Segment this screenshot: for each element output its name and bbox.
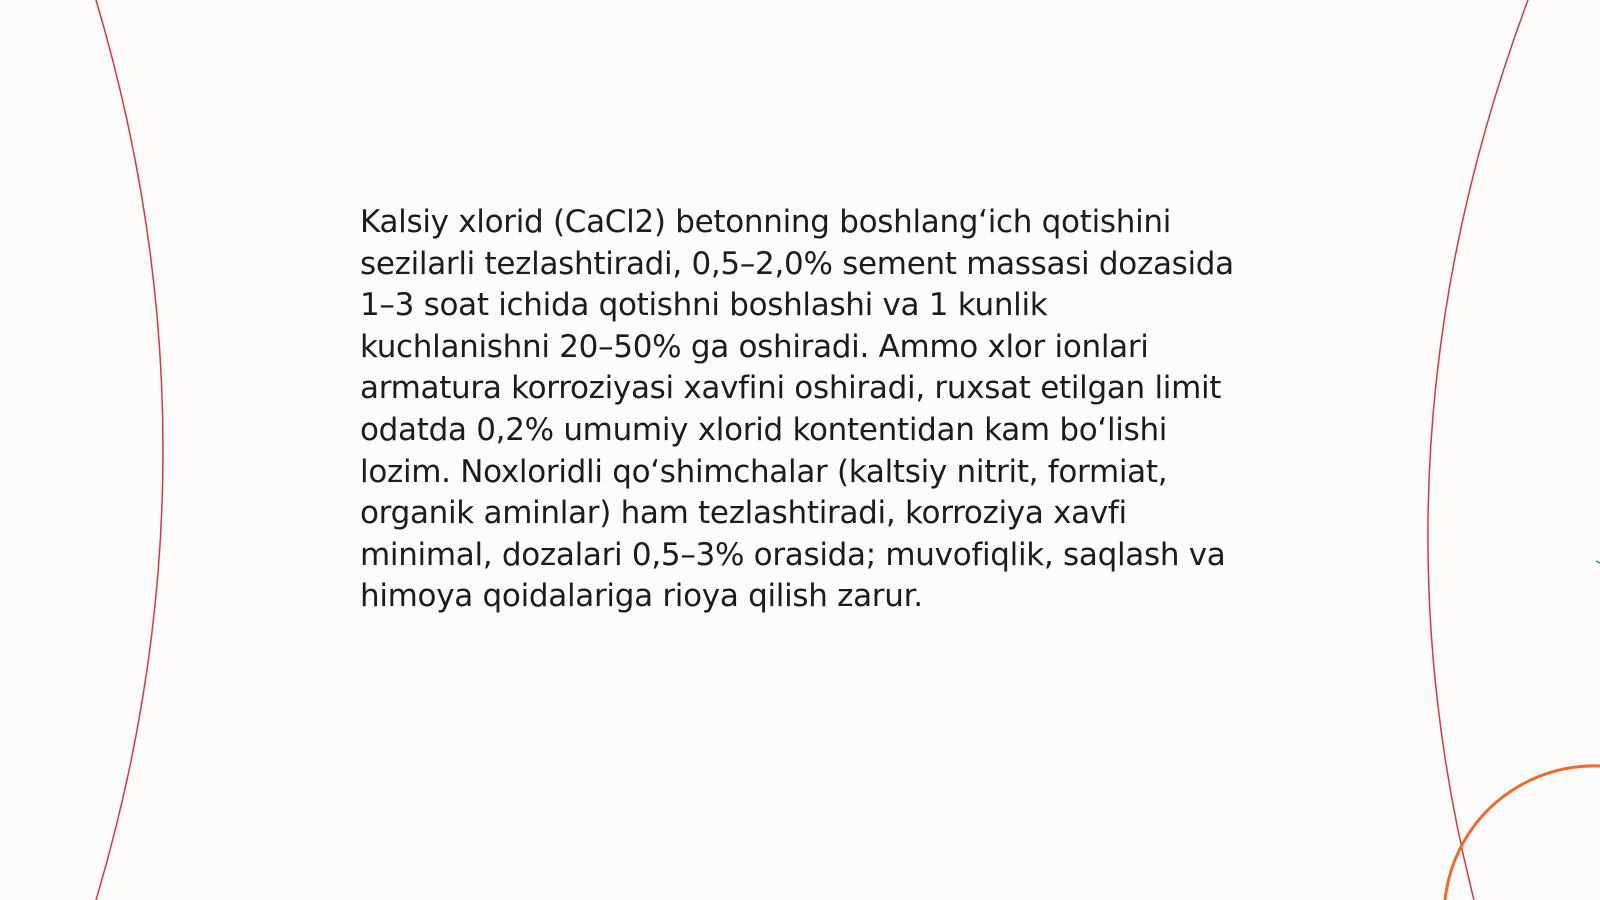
orange-circle-arc bbox=[1445, 766, 1600, 900]
left-arc bbox=[96, 0, 163, 900]
edge-tick bbox=[1596, 561, 1600, 563]
body-paragraph: Kalsiy xlorid (CaCl2) betonning boshlang‘ich qotishini sezilarli tezlashtiradi, 0,5–2,0% sement massasi dozasida 1–3 soat ichida qotishni boshlashi va 1 kunlik kuchlanishni 20–50% ga oshiradi. Ammo xlor ionlari armatura korroziyasi xavfini oshiradi, ruxsat etilgan limit odatda 0,2% umumiy xlorid kontentidan kam bo‘lishi lozim. Noxloridli qo‘shimchalar (kaltsiy nitrit, formiat, organik aminlar) ham tezlashtiradi, korroziya xavfi minimal, dozalari 0,5–3% orasida; muvofiqlik, saqlash va himoya qoidalariga rioya qilish zarur. bbox=[360, 204, 1234, 615]
right-arc bbox=[1428, 0, 1528, 900]
